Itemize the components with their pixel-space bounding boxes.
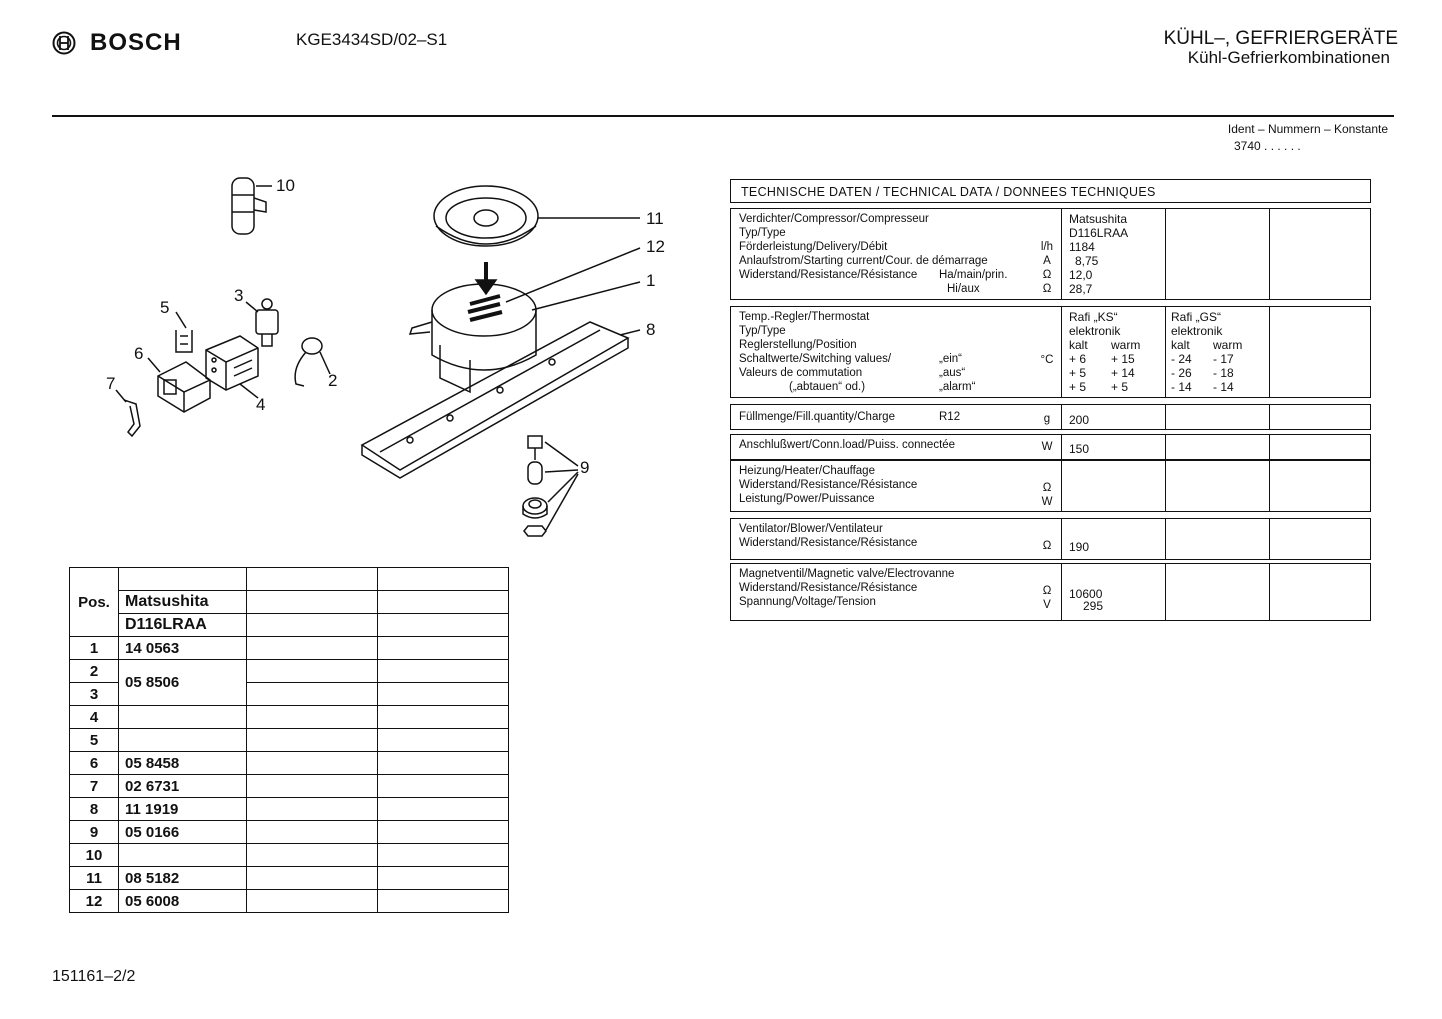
callout-10: 10: [276, 176, 295, 195]
table-row: 1 14 0563: [70, 637, 509, 660]
callout-2: 2: [328, 371, 338, 390]
model-number: KGE3434SD/02–S1: [296, 30, 448, 49]
relay-cover-part-6: [158, 362, 210, 412]
callout-4: 4: [256, 395, 266, 414]
magnetic-valve-section: Magnetventil/Magnetic valve/Electrovanne Widerstand/Resistance/Résistance Spannung/Voltage/Tension Ω V 10600 295: [730, 563, 1371, 621]
table-row: 4: [70, 706, 509, 729]
compressor-section: Verdichter/Compressor/Compresseur Typ/Type Förderleistung/Delivery/Débit Anlaufstrom/Starting current/Cour. de démarrage Widerstand/Resistance/Résistance Ha/main/prin. Hi/aux l/h A Ω Ω Matsushita D116LRAA 1184 8,75 12,0 28,7: [730, 208, 1371, 300]
parts-brand: Matsushita: [119, 591, 247, 614]
brand-header: [52, 28, 182, 58]
table-row: 9 05 0166: [70, 821, 509, 844]
mounting-rail-part: [362, 322, 640, 478]
callout-9: 9: [580, 458, 590, 477]
table-row: 11 08 5182: [70, 867, 509, 890]
cover-part: [434, 186, 640, 246]
terminal-block-part-4: [206, 336, 258, 390]
blower-section: Ventilator/Blower/Ventilateur Widerstand/Resistance/Résistance Ω 190: [730, 518, 1371, 560]
callout-11: 11: [646, 209, 664, 228]
callout-5: 5: [160, 298, 170, 317]
table-row: 2 05 8506: [70, 660, 509, 683]
fastener-set-part-9: [523, 436, 578, 536]
brand-name: BOSCH: [90, 29, 182, 56]
callout-7: 7: [106, 374, 116, 393]
callout-1: 1: [646, 271, 656, 290]
ident-value: 3740 . . . . . .: [1234, 139, 1301, 153]
category-title: KÜHL–, GEFRIERGERÄTE: [1163, 28, 1398, 49]
heater-section: Heizung/Heater/Chauffage Widerstand/Resistance/Résistance Leistung/Power/Puissance Ω W: [730, 460, 1371, 512]
table-row: 5: [70, 729, 509, 752]
callout-6: 6: [134, 344, 144, 363]
tech-data-title: TECHNISCHE DATEN / TECHNICAL DATA / DONNEES TECHNIQUES: [730, 179, 1371, 203]
capacitor-part: [232, 178, 272, 234]
thermostat-section: Temp.-Regler/Thermostat Typ/Type Reglerstellung/Position Schaltwerte/Switching values/ Valeurs de commutation („abtauen“ od.) „ein“ „aus“ „alarm“ °C Rafi „KS“ elektronik kalt warm + 6 + 15 + 5 + 14 + 5 + 5 Rafi „GS“ elektronik kalt warm - 24 - 17 - 26 - 18 - 14 - 14: [730, 306, 1371, 398]
table-row: 10: [70, 844, 509, 867]
spring-clip-part-7: [124, 400, 140, 436]
header-divider: [52, 115, 1394, 117]
table-row: 12 05 6008: [70, 890, 509, 913]
table-row: 7 02 6731: [70, 775, 509, 798]
table-row: 8 11 1919: [70, 798, 509, 821]
clip-part-5: [176, 330, 192, 352]
overload-part-2: [295, 338, 322, 386]
callout-8: 8: [646, 320, 656, 339]
bosch-logo-icon: [52, 31, 76, 55]
exploded-parts-diagram: [0, 160, 700, 550]
table-row: 3: [70, 683, 509, 706]
category-subtitle: Kühl-Gefrierkombinationen: [1187, 48, 1390, 67]
callout-12: 12: [646, 237, 665, 256]
document-number: 151161–2/2: [52, 968, 136, 985]
connection-load-section: Anschlußwert/Conn.load/Puiss. connectée W 150: [730, 434, 1371, 460]
pos-header: Pos.: [70, 568, 119, 637]
relay-part-3: [256, 299, 278, 346]
table-row: 6 05 8458: [70, 752, 509, 775]
ident-label: Ident – Nummern – Konstante: [1227, 122, 1388, 136]
parts-model: D116LRAA: [119, 614, 247, 637]
charge-section: Füllmenge/Fill.quantity/Charge R12 g 200: [730, 404, 1371, 430]
compressor-part: [410, 248, 640, 392]
parts-table: [69, 567, 509, 913]
callout-3: 3: [234, 286, 244, 305]
